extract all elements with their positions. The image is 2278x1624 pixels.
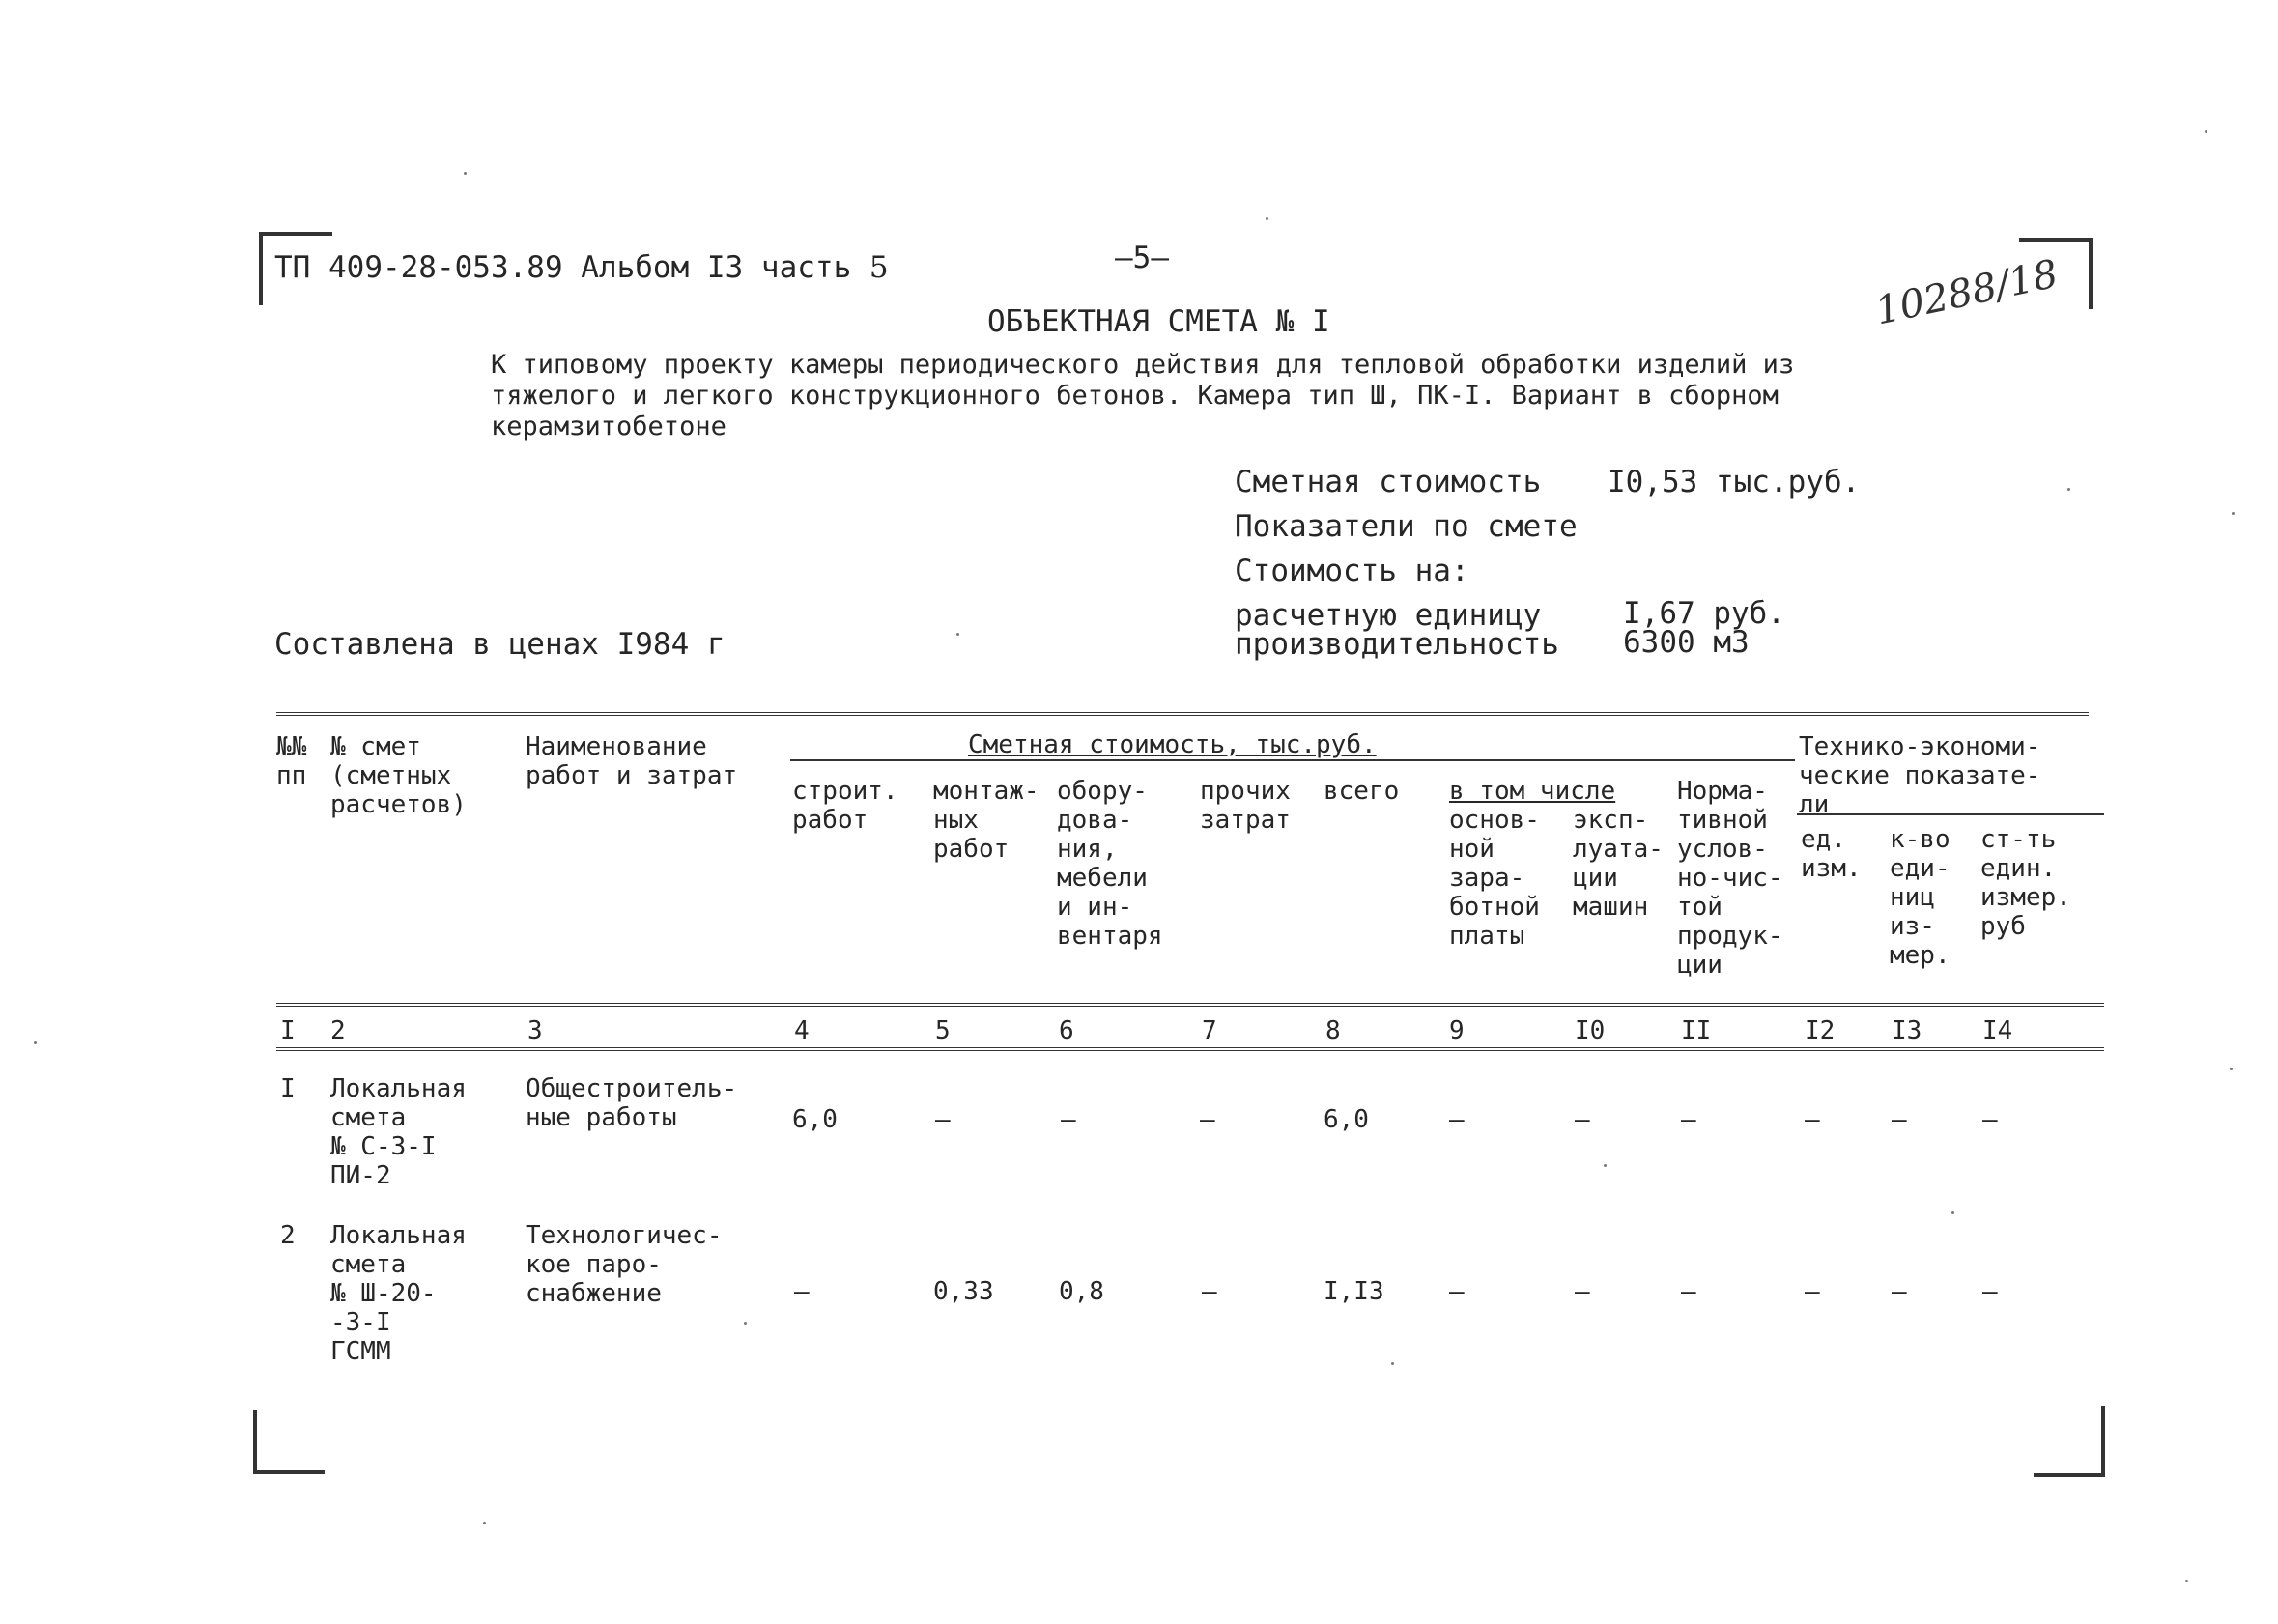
part-number: 5 (868, 250, 889, 285)
total-cost: 6,0 (1324, 1105, 1369, 1134)
prices-note: Составлена в ценах I984 г (274, 627, 726, 662)
subtitle-line-2: тяжелого и легкого конструкционного бетонов. Камера тип Ш, ПК-I. Вариант в сборном (491, 381, 1779, 411)
column-number-9: 9 (1449, 1016, 1465, 1045)
other-cost: – (1202, 1277, 1217, 1306)
equipment-cost: – (1061, 1105, 1076, 1134)
subtitle-line-3: керамзитобетоне (491, 412, 726, 442)
machine-operation: – (1575, 1105, 1590, 1134)
header-bottom-rule (276, 1003, 2104, 1007)
unit-cost: – (1982, 1105, 1998, 1134)
installation-cost: – (935, 1105, 951, 1134)
machine-operation: – (1575, 1277, 1590, 1306)
header-installation-works: монтаж- ных работ (933, 777, 1039, 864)
unit-cost-label: расчетную единицу (1235, 598, 1542, 633)
table-top-rule (276, 712, 2089, 716)
estimated-cost-value: I0,53 тыс.руб. (1608, 465, 1861, 499)
corner-bracket-bottom-left (253, 1410, 325, 1474)
installation-cost: 0,33 (933, 1277, 994, 1306)
construction-cost: – (794, 1277, 810, 1306)
header-cost-group: Сметная стоимость, тыс.руб. (968, 730, 1377, 759)
header-unit-quantity: к-во еди- ниц из- мер. (1890, 825, 1951, 970)
scan-speck (34, 1041, 37, 1044)
basic-wages: – (1449, 1105, 1465, 1134)
column-number-7: 7 (1202, 1016, 1217, 1045)
document-code: ТП 409-28-053.89 Альбом I3 часть 5 (274, 250, 889, 285)
capacity-label: производительность (1235, 627, 1559, 662)
equipment-cost: 0,8 (1059, 1277, 1104, 1306)
column-number-11: II (1681, 1016, 1712, 1045)
header-construction-works: строит. работ (792, 777, 898, 835)
column-number-10: I0 (1575, 1016, 1606, 1045)
unit-quantity: – (1892, 1277, 1907, 1306)
page-number: —5— (1115, 241, 1169, 275)
unit-measure: – (1805, 1277, 1820, 1306)
scan-speck (1266, 217, 1268, 220)
basic-wages: – (1449, 1277, 1465, 1306)
header-unit-measure: ед. изм. (1801, 825, 1862, 883)
header-net-production: Норма- тивной услов- но-чис- той продук- ции (1677, 777, 1783, 980)
scan-speck (744, 1322, 747, 1325)
construction-cost: 6,0 (792, 1105, 838, 1134)
subtitle-line-1: К типовому проекту камеры периодического действия для тепловой обработки изделий из (491, 350, 1795, 380)
inventory-number-handwritten: 10288/18 (1871, 251, 2063, 334)
header-work-name: Наименование работ и затрат (526, 732, 738, 790)
header-equipment: обору- дова- ния, мебели и ин- вентаря (1057, 777, 1163, 951)
header-tech-economic-group: Технико-экономи- ческие показате- ли (1799, 732, 2041, 819)
header-unit-cost: ст-ть един. измер. руб (1980, 825, 2071, 941)
scan-speck (2185, 1580, 2188, 1582)
cost-on-label: Стоимость на: (1235, 554, 1469, 588)
total-cost: I,I3 (1324, 1277, 1384, 1306)
header-machine-operation: эксп- луата- ции машин (1573, 806, 1664, 922)
net-production: – (1681, 1277, 1696, 1306)
unit-quantity: – (1892, 1105, 1907, 1134)
capacity-value: 6300 м3 (1623, 625, 1750, 660)
scan-speck (1391, 1362, 1394, 1365)
column-number-3: 3 (527, 1016, 543, 1045)
scan-speck (1951, 1211, 1954, 1214)
scan-speck (2230, 1068, 2233, 1070)
column-numbers-rule (276, 1047, 2104, 1051)
scan-speck (1604, 1164, 1607, 1167)
net-production: – (1681, 1105, 1696, 1134)
column-number-8: 8 (1325, 1016, 1341, 1045)
unit-measure: – (1805, 1105, 1820, 1134)
scan-speck (956, 633, 959, 636)
header-total: всего (1324, 777, 1400, 806)
scan-speck (2067, 488, 2070, 491)
row-number: 2 (280, 1221, 296, 1250)
column-number-1: I (280, 1016, 296, 1045)
column-number-14: I4 (1982, 1016, 2013, 1045)
work-name: Технологичес- кое паро- снабжение (526, 1221, 723, 1308)
header-row-number: №№ пп (276, 732, 307, 790)
page-title: ОБЪЕКТНАЯ СМЕТА № I (987, 304, 1330, 339)
header-including-group: в том числе (1449, 777, 1616, 806)
other-cost: – (1200, 1105, 1215, 1134)
column-number-13: I3 (1892, 1016, 1922, 1045)
scan-speck (2232, 512, 2235, 515)
scan-speck (483, 1522, 486, 1524)
scan-speck (2205, 130, 2207, 133)
column-number-5: 5 (935, 1016, 951, 1045)
row-number: I (280, 1074, 296, 1103)
corner-bracket-bottom-right (2034, 1406, 2105, 1477)
column-number-2: 2 (330, 1016, 346, 1045)
unit-cost-value: I,67 руб. (1623, 596, 1785, 631)
work-name: Общестроитель- ные работы (526, 1074, 738, 1132)
cost-group-rule (790, 759, 1795, 761)
column-number-4: 4 (794, 1016, 810, 1045)
unit-cost: – (1982, 1277, 1998, 1306)
scan-speck (464, 172, 467, 175)
estimate-number: Локальная смета № С-3-I ПИ-2 (330, 1074, 467, 1190)
estimated-cost-label: Сметная стоимость (1235, 465, 1542, 499)
estimate-number: Локальная смета № Ш-20- -3-I ГСММ (330, 1221, 467, 1366)
column-number-6: 6 (1059, 1016, 1074, 1045)
header-basic-wages: основ- ной зара- ботной платы (1449, 806, 1540, 951)
header-estimate-number: № смет (сметных расчетов) (330, 732, 467, 819)
column-number-12: I2 (1805, 1016, 1836, 1045)
indicators-label: Показатели по смете (1235, 509, 1578, 544)
header-other-costs: прочих затрат (1200, 777, 1291, 835)
